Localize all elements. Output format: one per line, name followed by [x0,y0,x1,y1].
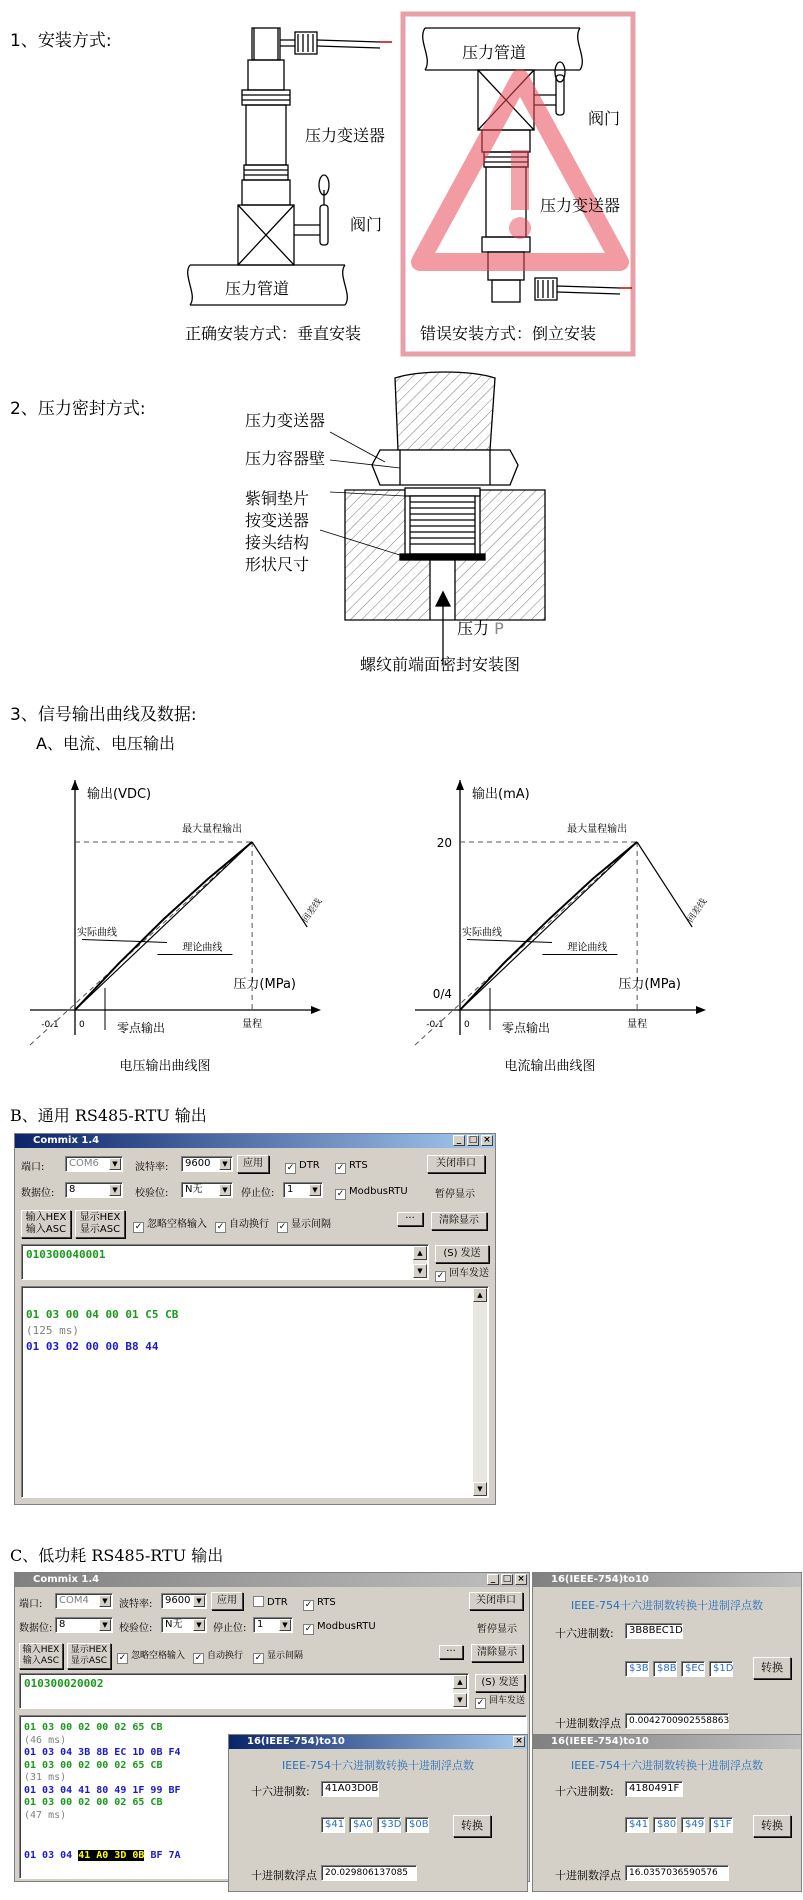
port-value: COM6 [69,1158,99,1169]
commix1-titlebar [15,1134,495,1148]
port-value: COM4 [59,1595,89,1606]
x-tick-label: 0 [464,1020,470,1030]
send-input[interactable] [19,1673,469,1709]
section-3a-title: A、电流、电压输出 [36,734,175,753]
section-3-title: 3、信号输出曲线及数据: [10,705,197,725]
x-tick-label: -0.1 [41,1020,59,1030]
close-port-button[interactable]: 关闭串口 [469,1592,523,1610]
show-interval-checkbox[interactable] [277,1218,331,1233]
ieee3-title: 16(IEEE-754)to10 [551,1736,649,1747]
receive-log-line: 01 03 04 3B 8B EC 1D 0B F4 [24,1747,181,1758]
receive-log-last [24,1850,181,1863]
ieee1-byte-4: $1D [709,1661,733,1677]
actual-curve-leader [82,939,167,942]
stop-value: 1 [287,1184,294,1195]
correct-transmitter-label: 压力变送器 [305,126,386,145]
seal-caption: 螺纹前端面密封安装图 [360,655,521,674]
ieee3-convert-button[interactable]: 转换 [753,1815,791,1837]
seal-label-6: 形状尺寸 [245,555,310,574]
stop-label: 停止位: [213,1623,247,1634]
receive-log-line: 01 03 00 02 00 02 65 CB [24,1722,163,1733]
chart-title: 电压输出曲线图 [119,1059,211,1074]
checkbox-checked-icon: ✓ [476,1698,485,1708]
data-bits-label: 数据位: [19,1623,53,1634]
receive-log-line: 01 03 04 41 80 49 1F 99 BF [24,1784,181,1796]
chevron-down-icon: ▼ [193,1619,205,1631]
baud-value: 9600 [165,1595,191,1606]
x-tick-label: 量程 [242,1019,263,1030]
hysteresis-line [252,842,307,927]
checkbox-checked-icon: ✓ [194,1653,203,1663]
checkbox-checked-icon: ✓ [118,1653,127,1663]
rts-label: RTS [317,1597,336,1608]
seal-label-gasket: 紫铜垫片 [245,489,310,508]
show-hex-label: 显示HEX [70,1645,108,1655]
send-scrollbar[interactable] [453,1675,467,1707]
y-tick-label: 20 [436,836,452,850]
show-interval-checkbox[interactable] [253,1650,303,1664]
section-1-title: 1、安装方式: [10,31,112,51]
close-icon[interactable]: × [515,1574,527,1585]
ieee3-byte-1: $41 [625,1817,649,1833]
chevron-down-icon: ▼ [219,1158,231,1170]
ieee3-heading: IEEE-754十六进制数转换十进制浮点数 [570,1759,764,1772]
modbus-label: ModbusRTU [317,1621,376,1632]
baud-value: 9600 [185,1158,211,1169]
modbus-checkbox[interactable] [335,1185,408,1200]
rts-checkbox[interactable] [303,1596,336,1611]
checkbox-checked-icon: ✓ [304,1600,313,1610]
ieee1-dec-output[interactable]: 0.0042700902558863 [625,1713,729,1729]
dtr-label: DTR [299,1160,320,1171]
ieee2-dec-label: 十进制数浮点 [251,1869,317,1882]
send-button[interactable]: (S) 发送 [435,1245,489,1263]
show-interval-label: 显示间隔 [267,1651,304,1661]
commix2-titlebar [15,1573,529,1587]
series-理论曲线 [75,842,252,1010]
enter-send-checkbox[interactable] [435,1267,489,1282]
seal-pressure-text: 压力 [457,619,490,638]
section-3c-title: C、低功耗 RS485-RTU 输出 [10,1546,224,1565]
baud-select[interactable] [161,1593,207,1609]
apply-button[interactable]: 应用 [237,1155,269,1173]
checkbox-checked-icon: ✓ [216,1222,225,1232]
y-axis-label: 输出(mA) [472,787,530,802]
parity-select[interactable] [181,1182,233,1198]
receive-log-line: (31 ms) [24,1772,67,1783]
annotation-theory-curve: 理论曲线 [567,942,608,954]
ieee2-hex-input[interactable]: 41A03D0B [321,1781,379,1797]
maximize-icon[interactable]: □ [468,1135,478,1145]
annotation-hysteresis: 回差线 [685,896,710,925]
annotation-hysteresis: 回差线 [300,896,325,925]
ieee1-hex-input[interactable]: 3B8BEC1D [625,1623,683,1639]
auto-wrap-label: 自动换行 [207,1651,244,1661]
annotation-actual-curve: 实际曲线 [76,927,117,939]
commix2-title: Commix 1.4 [33,1574,100,1585]
commix-window-1 [14,1133,496,1505]
ignore-space-label: 忽略空格输入 [131,1651,186,1661]
show-hex-label: 显示HEX [79,1212,121,1223]
clear-display-button[interactable]: 清除显示 [431,1212,487,1230]
send-button[interactable]: (S) 发送 [475,1674,525,1692]
receive-area[interactable] [21,1286,489,1498]
ieee1-titlebar [533,1573,801,1587]
enter-send-label: 回车发送 [449,1268,489,1279]
scroll-up-icon[interactable]: ▲ [453,1675,467,1689]
ieee3-hex-input[interactable]: 4180491F [625,1781,683,1797]
send-input-value: 010300020002 [24,1677,104,1690]
apply-button[interactable]: 应用 [211,1592,243,1610]
ieee1-byte-3: $EC [681,1661,705,1677]
wrong-install-caption: 错误安装方式：倒立安装 [420,324,597,343]
correct-valve-label: 阀门 [350,215,383,234]
receive-log-line: 01 03 00 02 00 02 65 CB [24,1759,163,1771]
seal-label-transmitter: 压力变送器 [245,411,326,430]
checkbox-checked-icon: ✓ [286,1163,295,1173]
ieee-window-3 [532,1734,802,1892]
x-axis-label: 压力(MPa) [233,977,296,992]
scroll-down-icon[interactable]: ▼ [473,1482,487,1496]
input-asc-label: 输入ASC [22,1656,60,1666]
stop-select[interactable] [283,1182,323,1198]
data-bits-value: 8 [69,1184,76,1195]
dtr-checkbox[interactable] [285,1159,320,1174]
ieee2-byte-2: $A0 [349,1817,373,1833]
y-tick-label: 0/4 [432,987,452,1001]
ieee3-byte-2: $80 [653,1817,677,1833]
chevron-down-icon: ▼ [109,1184,121,1196]
annotation-theory-curve: 理论曲线 [182,942,223,954]
rts-checkbox[interactable] [335,1159,368,1174]
seal-pressure-p: P [494,619,504,638]
hysteresis-line [637,842,692,927]
section-3b-title: B、通用 RS485-RTU 输出 [10,1106,207,1125]
x-axis-label: 压力(MPa) [618,977,681,992]
close-icon[interactable]: × [481,1135,493,1146]
ieee2-titlebar [229,1735,527,1749]
receive-log-line: (125 ms) [26,1324,79,1337]
checkbox-checked-icon: ✓ [436,1271,445,1281]
chevron-down-icon: ▼ [279,1619,291,1631]
ieee1-byte-2: $8B [653,1661,677,1677]
ieee3-byte-3: $49 [681,1817,705,1833]
more-button[interactable]: ··· [397,1212,423,1226]
ignore-space-checkbox[interactable] [117,1650,185,1664]
modbus-label: ModbusRTU [349,1186,408,1197]
data-bits-select[interactable] [65,1182,123,1198]
annotation-actual-curve: 实际曲线 [461,927,502,939]
checkbox-unchecked-icon [253,1596,264,1607]
ieee3-titlebar [533,1735,801,1749]
x-axis-arrow [696,1006,706,1014]
y-axis-arrow [71,780,79,790]
chevron-down-icon: ▼ [219,1184,231,1196]
actual-curve-leader [467,939,552,942]
receive-log-line: (46 ms) [24,1734,67,1746]
seal-drawing [0,370,803,670]
scroll-down-icon[interactable]: ▼ [413,1264,427,1278]
receive-scrollbar[interactable] [473,1288,487,1496]
input-asc-label: 输入ASC [25,1224,67,1235]
show-hex-asc-button[interactable] [75,1210,125,1238]
maximize-icon[interactable]: □ [502,1574,512,1584]
receive-log [26,1307,178,1355]
ieee2-hex-label: 十六进制数: [251,1785,310,1798]
ignore-space-label: 忽略空格输入 [147,1219,207,1230]
chevron-down-icon: ▼ [309,1184,321,1196]
stop-label: 停止位: [241,1188,275,1199]
minimize-icon[interactable]: _ [453,1135,465,1146]
x-tick-label: -0.1 [426,1020,444,1030]
scroll-up-icon[interactable]: ▲ [473,1288,487,1302]
ieee-window-1 [532,1572,802,1740]
ieee3-dec-output[interactable]: 16.0357036590576 [625,1865,729,1881]
scroll-down-icon[interactable]: ▼ [453,1693,467,1707]
minimize-icon[interactable]: _ [487,1574,499,1585]
send-scrollbar[interactable] [413,1246,427,1278]
port-label: 端口: [21,1162,45,1173]
x-tick-label: 0 [79,1020,85,1030]
output-curves [0,760,803,1090]
ignore-space-checkbox[interactable] [133,1218,207,1233]
stop-select[interactable] [253,1617,293,1633]
chevron-down-icon: ▼ [109,1158,121,1170]
pause-label[interactable]: 暂停显示 [477,1624,517,1635]
enter-send-checkbox[interactable] [475,1695,525,1709]
parity-value: N无 [165,1619,183,1630]
receive-log-line: 01 03 02 00 00 B8 44 [26,1340,159,1353]
last-suffix: BF 7A [144,1850,181,1861]
scroll-up-icon[interactable]: ▲ [413,1246,427,1260]
receive-log [24,1722,181,1822]
ieee3-byte-4: $1F [709,1817,733,1833]
ieee2-title: 16(IEEE-754)to10 [247,1736,345,1747]
more-button[interactable]: ··· [439,1645,463,1659]
input-hex-label: 输入HEX [22,1645,60,1655]
baud-label: 波特率: [135,1162,169,1173]
ieee1-title: 16(IEEE-754)to10 [551,1574,649,1585]
show-interval-label: 显示间隔 [291,1219,331,1230]
ieee2-byte-1: $41 [321,1817,345,1833]
data-bits-value: 8 [59,1619,66,1630]
chart-title: 电流输出曲线图 [504,1059,596,1074]
ieee2-convert-button[interactable]: 转换 [453,1815,491,1837]
send-input[interactable] [21,1244,429,1280]
port-select[interactable] [65,1156,123,1172]
commix1-title: Commix 1.4 [33,1135,100,1146]
ieee2-byte-3: $3D [377,1817,401,1833]
show-hex-asc-button[interactable] [67,1643,111,1669]
x-tick-label: 量程 [627,1019,648,1030]
seal-label-4: 按变送器 [245,511,310,530]
ieee1-byte-1: $3B [625,1661,649,1677]
receive-log-line: 01 03 00 02 00 02 65 CB [24,1797,163,1808]
send-input-value: 010300040001 [26,1248,106,1261]
ieee1-convert-button[interactable]: 转换 [753,1657,791,1679]
enter-send-label: 回车发送 [489,1696,526,1706]
rts-label: RTS [349,1160,368,1171]
parity-label: 校验位: [135,1188,169,1199]
ieee1-heading: IEEE-754十六进制数转换十进制浮点数 [570,1599,764,1612]
chevron-down-icon: ▼ [99,1619,111,1631]
close-port-button[interactable]: 关闭串口 [427,1155,485,1173]
seal-label-5: 接头结构 [245,533,310,552]
correct-pipe-label: 压力管道 [225,279,290,298]
auto-wrap-label: 自动换行 [229,1219,269,1230]
clear-display-button[interactable]: 清除显示 [471,1644,523,1662]
wrong-pipe-label: 压力管道 [462,43,527,62]
checkbox-checked-icon: ✓ [304,1624,313,1634]
modbus-checkbox[interactable] [303,1620,376,1635]
checkbox-checked-icon: ✓ [254,1653,263,1663]
parity-value: N无 [185,1184,203,1195]
receive-log-line: (47 ms) [24,1809,67,1821]
x-axis-arrow [311,1006,321,1014]
annotation-max-output: 最大量程输出 [182,824,243,835]
installation-drawing [0,0,803,360]
data-bits-select[interactable] [55,1617,113,1633]
section-2-title: 2、压力密封方式: [10,399,146,419]
y-axis-label: 输出(VDC) [87,787,152,802]
ieee3-hex-label: 十六进制数: [555,1785,614,1798]
annotation-zero-output: 零点输出 [502,1021,551,1035]
show-asc-label: 显示ASC [79,1224,121,1235]
ieee2-byte-4: $0B [405,1817,429,1833]
wrong-valve-label: 阀门 [588,109,621,128]
auto-wrap-checkbox[interactable] [215,1218,269,1233]
receive-log-line: 01 03 00 04 00 01 C5 CB [26,1308,179,1321]
input-hex-label: 输入HEX [25,1212,67,1223]
checkbox-checked-icon: ✓ [336,1163,345,1173]
auto-wrap-checkbox[interactable] [193,1650,243,1664]
parity-select[interactable] [161,1617,207,1633]
seal-pressure-label [457,616,504,639]
highlighted-bytes: 41 A0 3D 0B [78,1850,145,1861]
pause-label[interactable]: 暂停显示 [435,1189,475,1200]
checkbox-checked-icon: ✓ [278,1222,287,1232]
data-bits-label: 数据位: [21,1188,55,1199]
checkbox-checked-icon: ✓ [134,1222,143,1232]
last-prefix: 01 03 04 [24,1850,79,1861]
ieee2-dec-output[interactable]: 20.029806137085 [321,1865,417,1881]
parity-label: 校验位: [119,1623,153,1634]
ieee2-heading: IEEE-754十六进制数转换十进制浮点数 [281,1759,475,1772]
port-select[interactable] [55,1593,113,1609]
chevron-down-icon: ▼ [99,1595,111,1607]
checkbox-checked-icon: ✓ [336,1189,345,1199]
correct-install-caption: 正确安装方式：垂直安装 [185,324,362,343]
ieee3-dec-label: 十进制数浮点 [555,1869,621,1882]
annotation-max-output: 最大量程输出 [567,824,628,835]
wrong-transmitter-label: 压力变送器 [540,196,621,215]
dtr-checkbox[interactable] [253,1596,288,1609]
close-icon[interactable]: × [513,1736,525,1747]
chevron-down-icon: ▼ [193,1595,205,1607]
baud-label: 波特率: [119,1599,153,1610]
ieee1-hex-label: 十六进制数: [555,1627,614,1640]
baud-select[interactable] [181,1156,233,1172]
seal-label-wall: 压力容器壁 [245,449,326,468]
y-axis-arrow [456,780,464,790]
dtr-label: DTR [267,1597,288,1608]
annotation-zero-output: 零点输出 [117,1021,166,1035]
show-asc-label: 显示ASC [70,1656,108,1666]
ieee1-dec-label: 十进制数浮点 [555,1717,621,1730]
input-hex-asc-button[interactable] [21,1210,71,1238]
ieee-window-2 [228,1734,528,1892]
port-label: 端口: [19,1599,43,1610]
series-理论曲线 [460,842,637,1010]
input-hex-asc-button[interactable] [19,1643,63,1669]
stop-value: 1 [257,1619,264,1630]
